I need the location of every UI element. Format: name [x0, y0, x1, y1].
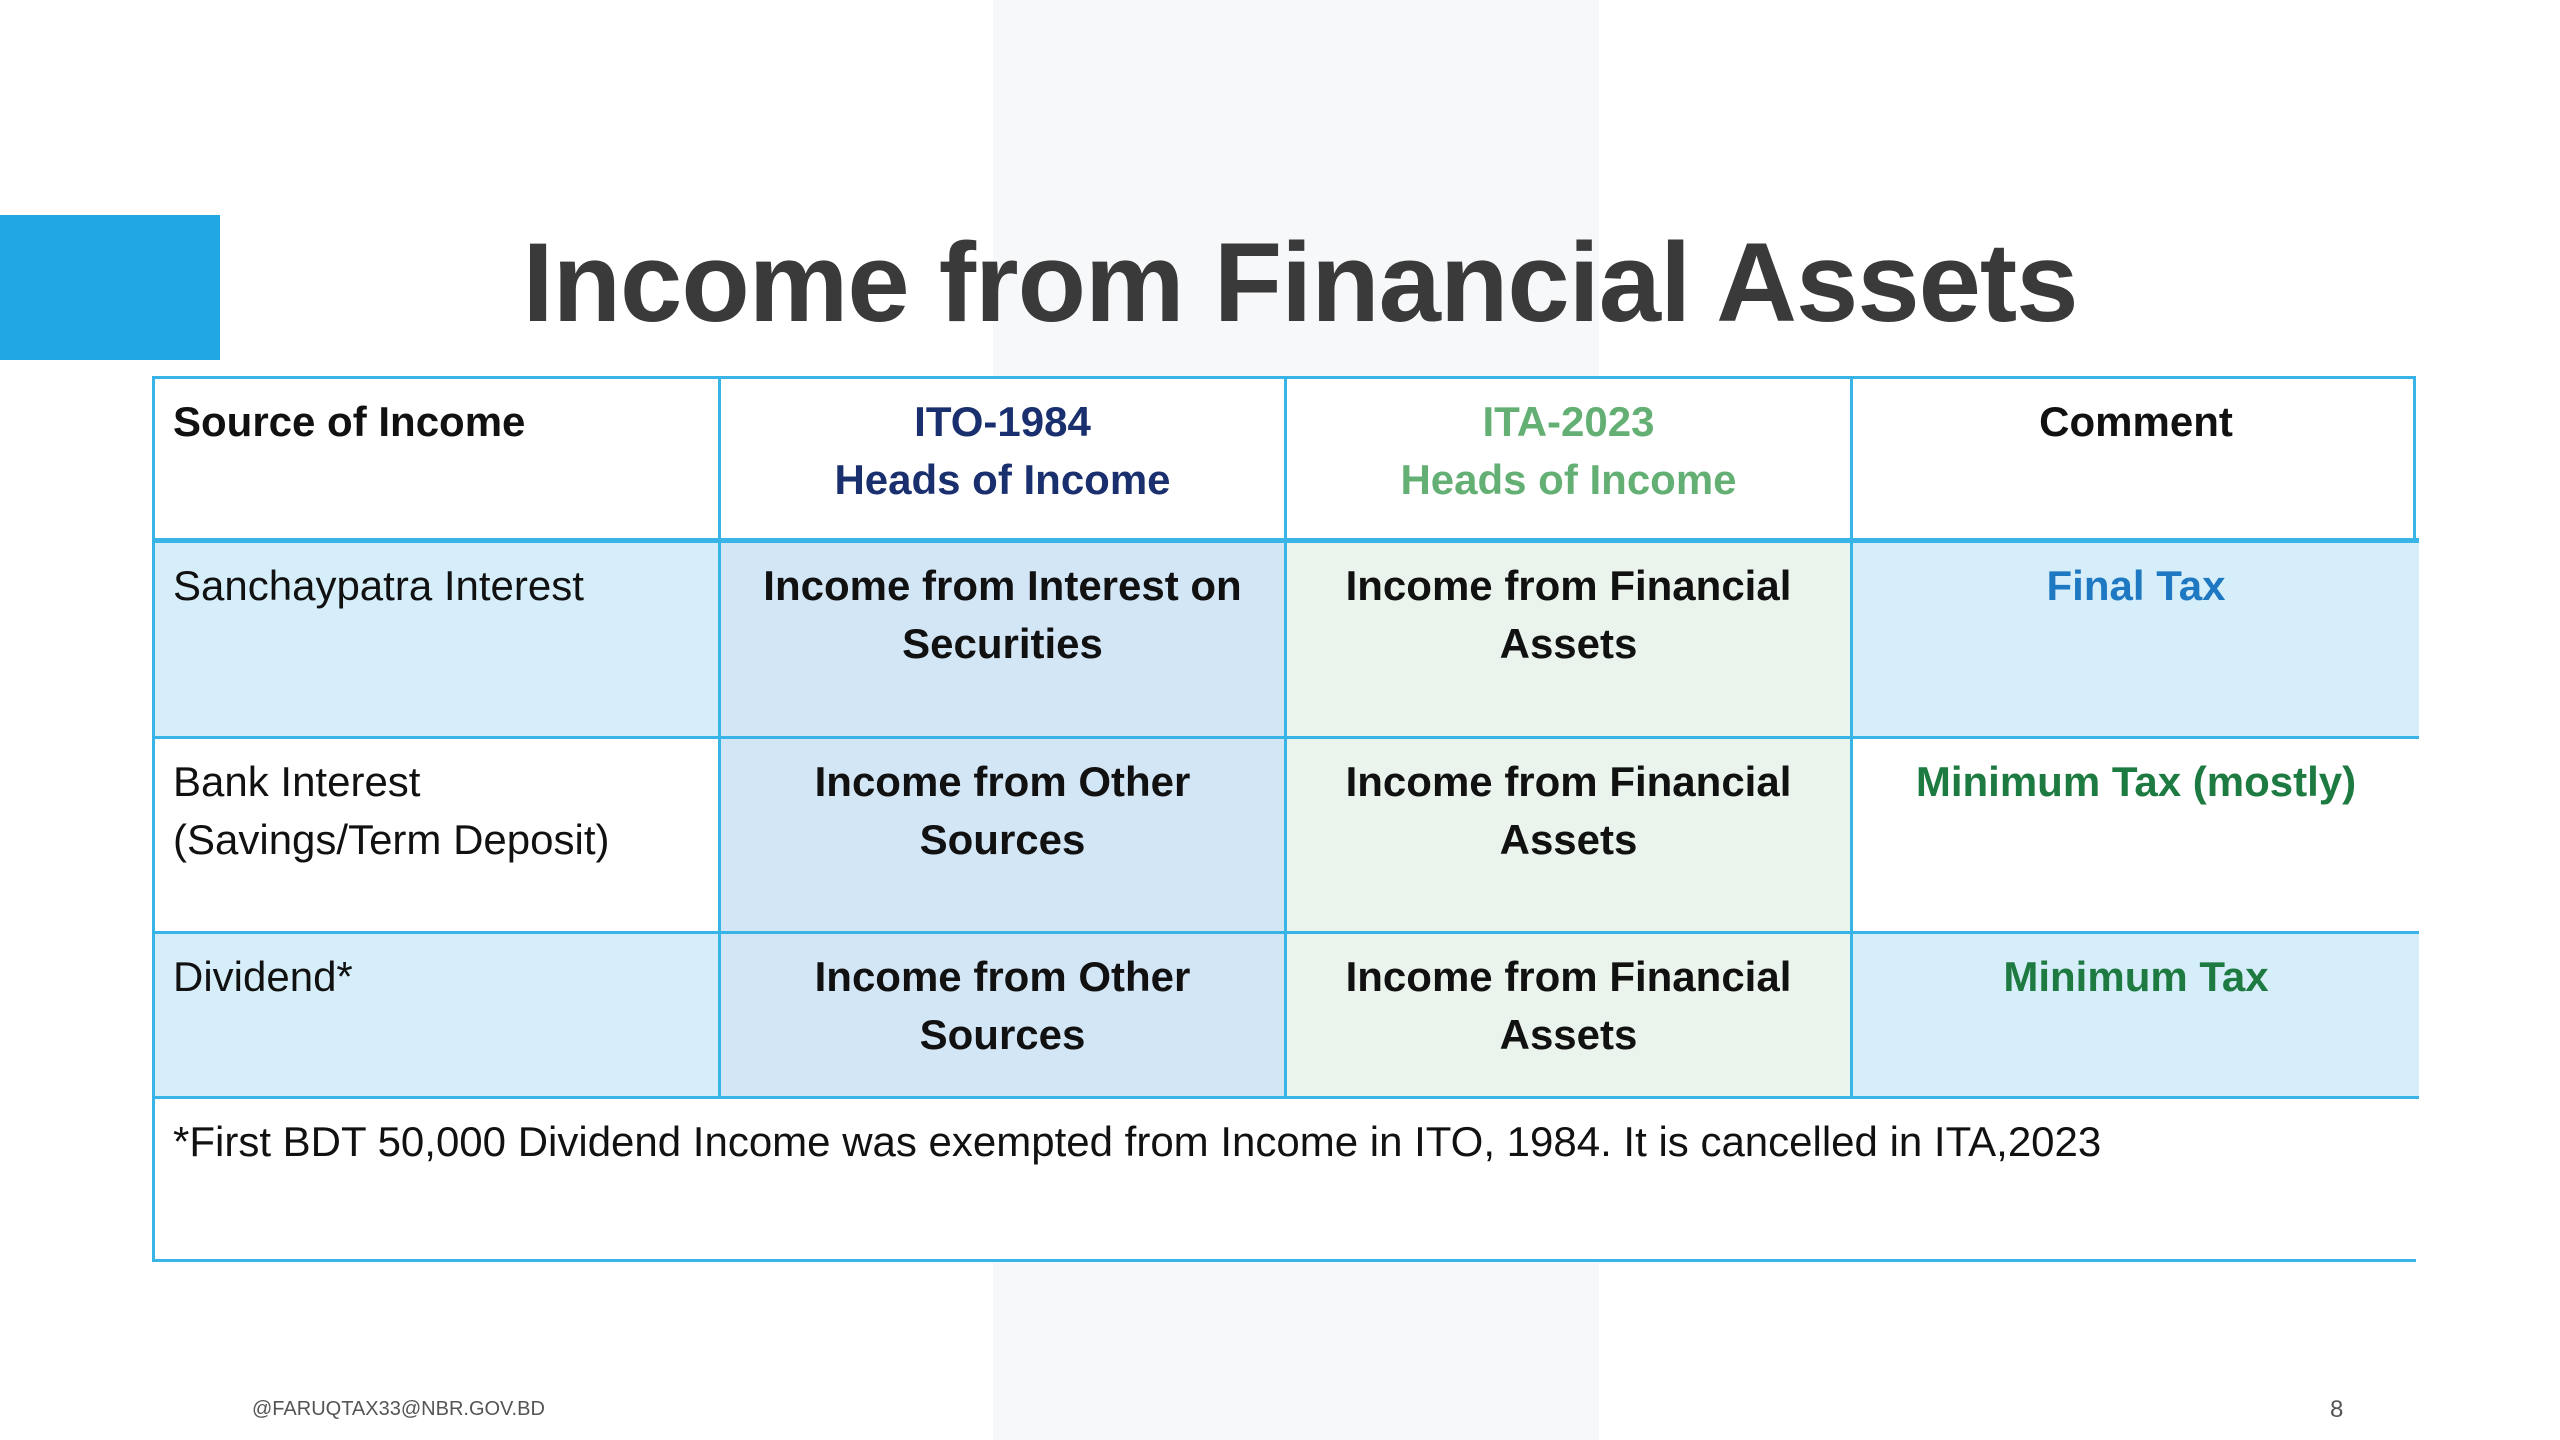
- comparison-table: [152, 376, 2416, 1262]
- ita-head-line1: Income from Financial: [1345, 758, 1792, 805]
- row-dividend-ita: [1287, 934, 1853, 1099]
- source-text: Sanchaypatra Interest: [173, 562, 584, 609]
- row-sanchaypatra-source: [155, 543, 721, 739]
- page-number: 8: [2330, 1396, 2344, 1423]
- source-text: Dividend*: [173, 953, 353, 1000]
- row-dividend-ito: [721, 934, 1287, 1099]
- ito-head-line2: Sources: [919, 816, 1086, 863]
- ito-head-line1: Income from Other: [814, 758, 1191, 805]
- ita-head-line1: Income from Financial: [1345, 562, 1792, 609]
- source-text: Bank Interest: [173, 758, 421, 805]
- ita-head-line2: Assets: [1499, 816, 1638, 863]
- ito-head-line2: Sources: [919, 1011, 1086, 1058]
- row-sanchaypatra-ito: [721, 543, 1287, 739]
- header-ito-title: ITO-1984: [914, 398, 1091, 445]
- ita-head-line1: Income from Financial: [1345, 953, 1792, 1000]
- header-comment-label: Comment: [2039, 398, 2233, 445]
- accent-block: [0, 215, 220, 360]
- source-text-detail: (Savings/Term Deposit): [173, 816, 610, 863]
- ita-head-line2: Assets: [1499, 1011, 1638, 1058]
- table-footnote: *First BDT 50,000 Dividend Income was exempted from Income in ITO, 1984. It is cancelled in ITA,2023: [155, 1099, 2419, 1259]
- row-dividend-comment: [1853, 934, 2419, 1099]
- header-ita-subtitle: Heads of Income: [1400, 456, 1737, 503]
- comment-text: Minimum Tax (mostly): [1915, 758, 2357, 805]
- footer-email: @FARUQTAX33@NBR.GOV.BD: [252, 1398, 545, 1420]
- header-ito-subtitle: Heads of Income: [834, 456, 1171, 503]
- row-bank-interest-source: [155, 739, 721, 934]
- header-source-of-income: [155, 379, 721, 543]
- ita-head-line2: Assets: [1499, 620, 1638, 667]
- ito-head-line1: Income from Interest on: [763, 562, 1242, 609]
- header-ita-2023: [1287, 379, 1853, 543]
- ito-head-line2: Securities: [902, 620, 1103, 667]
- header-ita-title: ITA-2023: [1482, 398, 1655, 445]
- row-sanchaypatra-comment: [1853, 543, 2419, 739]
- row-sanchaypatra-ita: [1287, 543, 1853, 739]
- row-bank-interest-ita: [1287, 739, 1853, 934]
- row-bank-interest-comment: [1853, 739, 2419, 934]
- header-source-label: Source of Income: [173, 398, 526, 445]
- ito-head-line1: Income from Other: [814, 953, 1191, 1000]
- header-ito-1984: [721, 379, 1287, 543]
- slide-title: Income from Financial Assets: [522, 220, 2078, 345]
- comment-text: Minimum Tax: [2003, 953, 2269, 1000]
- comment-text: Final Tax: [2046, 562, 2226, 609]
- row-dividend-source: [155, 934, 721, 1099]
- header-comment: [1853, 379, 2419, 543]
- row-bank-interest-ito: [721, 739, 1287, 934]
